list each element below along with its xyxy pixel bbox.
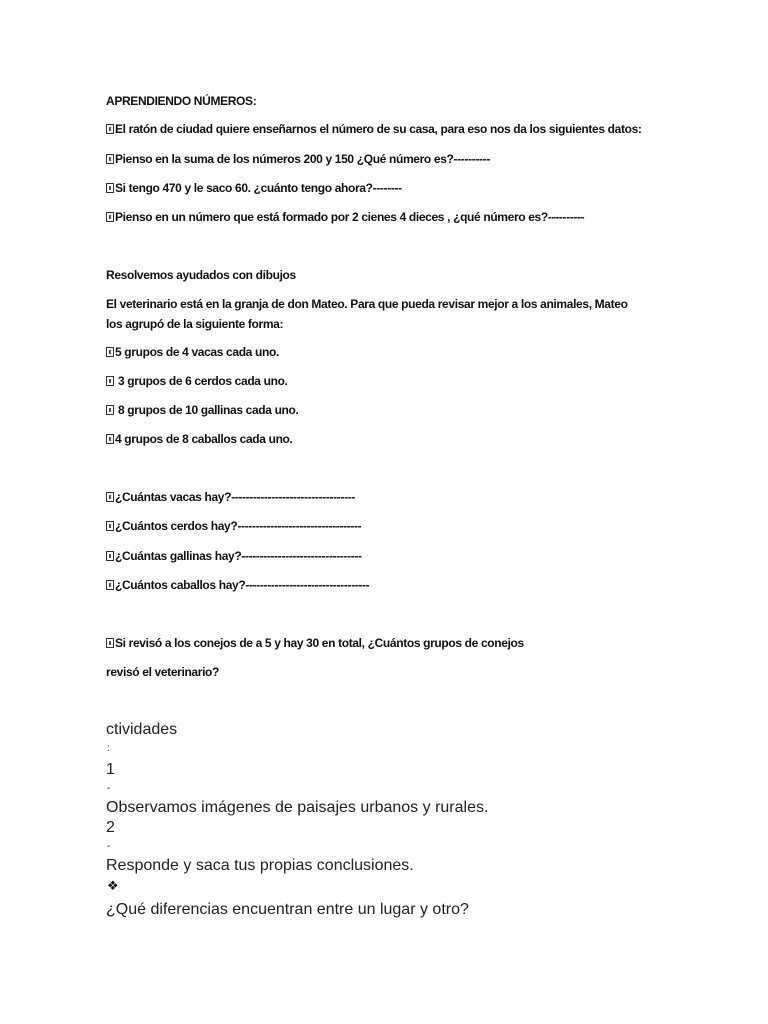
count-question-hens <box>106 548 362 564</box>
activity-item-3: ¿Qué diferencias encuentran entre un lugar y otro? <box>106 901 469 918</box>
checkbox-glyph-icon <box>106 212 114 222</box>
rabbits-question-text: Si revisó a los conejos de a 5 y hay 30 en total, ¿Cuántos grupos de conejos <box>115 636 524 650</box>
activity-dash-1: - <box>107 783 111 794</box>
checkbox-glyph-icon <box>106 154 114 164</box>
paragraph-line-2: los agrupó de la siguiente forma: <box>106 317 284 331</box>
checkbox-glyph-icon <box>106 347 114 357</box>
checkbox-glyph-icon <box>106 551 114 561</box>
count-question-pigs-text: ¿Cuántos cerdos hay?---------------------------------- <box>115 519 362 533</box>
group-item-horses-text: 4 grupos de 8 caballos cada uno. <box>115 432 293 446</box>
group-item-cows <box>106 344 279 360</box>
activity-dash-2: - <box>107 841 111 852</box>
count-question-hens-text: ¿Cuántas gallinas hay?--------------------------------- <box>115 549 362 563</box>
question-subtract-text: Si tengo 470 y le saco 60. ¿cuánto tengo ahora?-------- <box>115 181 402 195</box>
checkbox-glyph-icon <box>106 521 114 531</box>
group-item-cows-text: 5 grupos de 4 vacas cada uno. <box>115 345 279 359</box>
diamond-bullet-icon: ❖ <box>107 879 119 894</box>
question-subtract <box>106 180 402 196</box>
question-compose-text: Pienso en un número que está formado por 2 cienes 4 dieces , ¿qué número es?---------- <box>115 210 585 224</box>
activity-item-1: Observamos imágenes de paisajes urbanos y rurales. <box>106 799 489 816</box>
activities-colon: : <box>107 743 110 754</box>
question-compose <box>106 209 584 225</box>
rabbits-question-line-2: revisó el veterinario? <box>106 665 220 679</box>
section-heading: Resolvemos ayudados con dibujos <box>106 268 296 282</box>
group-item-horses <box>106 431 293 447</box>
activity-number-2: 2 <box>106 819 115 836</box>
group-item-hens-text: 8 grupos de 10 gallinas cada uno. <box>115 403 299 417</box>
count-question-cows <box>106 489 355 505</box>
checkbox-glyph-icon <box>106 434 114 444</box>
count-question-pigs <box>106 518 361 534</box>
checkbox-glyph-icon <box>106 580 114 590</box>
checkbox-glyph-icon <box>106 124 114 134</box>
count-question-horses <box>106 577 369 593</box>
checkbox-glyph-icon <box>106 405 114 415</box>
group-item-hens <box>106 402 299 418</box>
activities-heading: ctividades <box>106 721 178 738</box>
checkbox-glyph-icon <box>106 183 114 193</box>
question-sum-text: Pienso en la suma de los números 200 y 150 ¿Qué número es?---------- <box>115 152 490 166</box>
intro-line <box>106 121 642 137</box>
paragraph-line-1: El veterinario está en la granja de don Mateo. Para que pueda revisar mejor a los animales, Mateo <box>106 297 628 311</box>
intro-text: El ratón de ciudad quiere enseñarnos el número de su casa, para eso nos da los siguientes datos: <box>115 122 642 136</box>
question-sum <box>106 151 490 167</box>
checkbox-glyph-icon <box>106 492 114 502</box>
page-title: APRENDIENDO NÚMEROS: <box>106 94 257 108</box>
count-question-horses-text: ¿Cuántos caballos hay?---------------------------------- <box>115 578 370 592</box>
count-question-cows-text: ¿Cuántas vacas hay?---------------------------------- <box>115 490 356 504</box>
activity-item-2: Responde y saca tus propias conclusiones. <box>106 857 414 874</box>
checkbox-glyph-icon <box>106 638 114 648</box>
group-item-pigs-text: 3 grupos de 6 cerdos cada uno. <box>115 374 288 388</box>
activity-number-1: 1 <box>106 761 115 778</box>
rabbits-question-line-1 <box>106 635 524 651</box>
checkbox-glyph-icon <box>106 376 114 386</box>
group-item-pigs <box>106 373 288 389</box>
